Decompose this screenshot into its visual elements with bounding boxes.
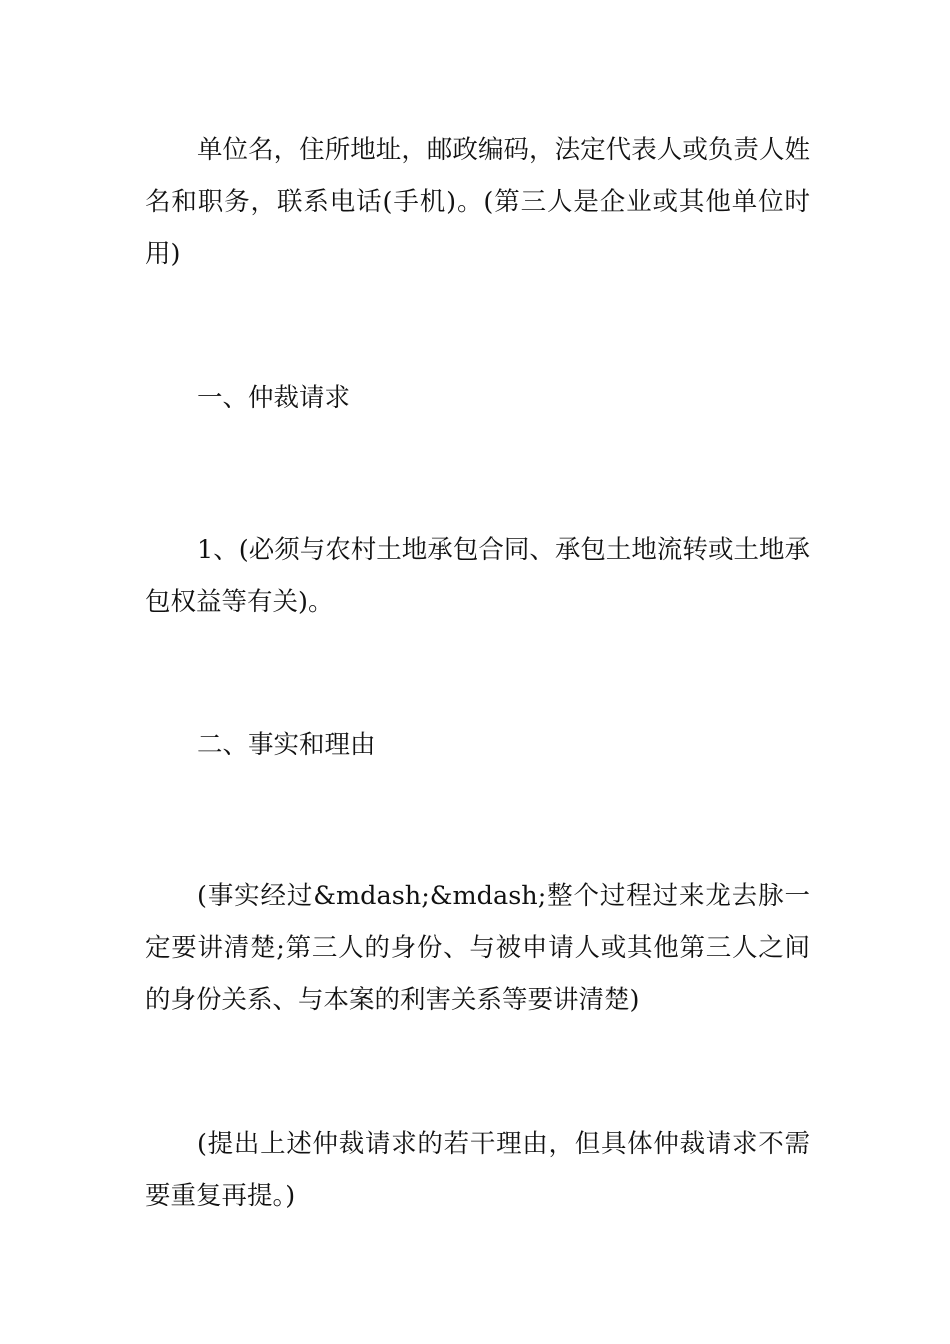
section-heading-facts-and-reasons: 二、事实和理由	[197, 730, 376, 760]
party-info-paragraph: 单位名，住所地址，邮政编码，法定代表人或负责人姓名和职务，联系电话(手机)。(第三人是企业或其他单位时用)	[145, 135, 810, 269]
request-item-1: 1、(必须与农村土地承包合同、承包土地流转或土地承包权益等有关)。	[145, 535, 810, 617]
reasons-paragraph: (提出上述仲裁请求的若干理由，但具体仲裁请求不需要重复再提。)	[145, 1129, 810, 1211]
section-heading-arbitration-request: 一、仲裁请求	[197, 383, 351, 413]
facts-paragraph: (事实经过&mdash;&mdash;整个过程过来龙去脉一定要讲清楚;第三人的身份、与被申请人或其他第三人之间的身份关系、与本案的利害关系等要讲清楚)	[145, 881, 810, 1015]
